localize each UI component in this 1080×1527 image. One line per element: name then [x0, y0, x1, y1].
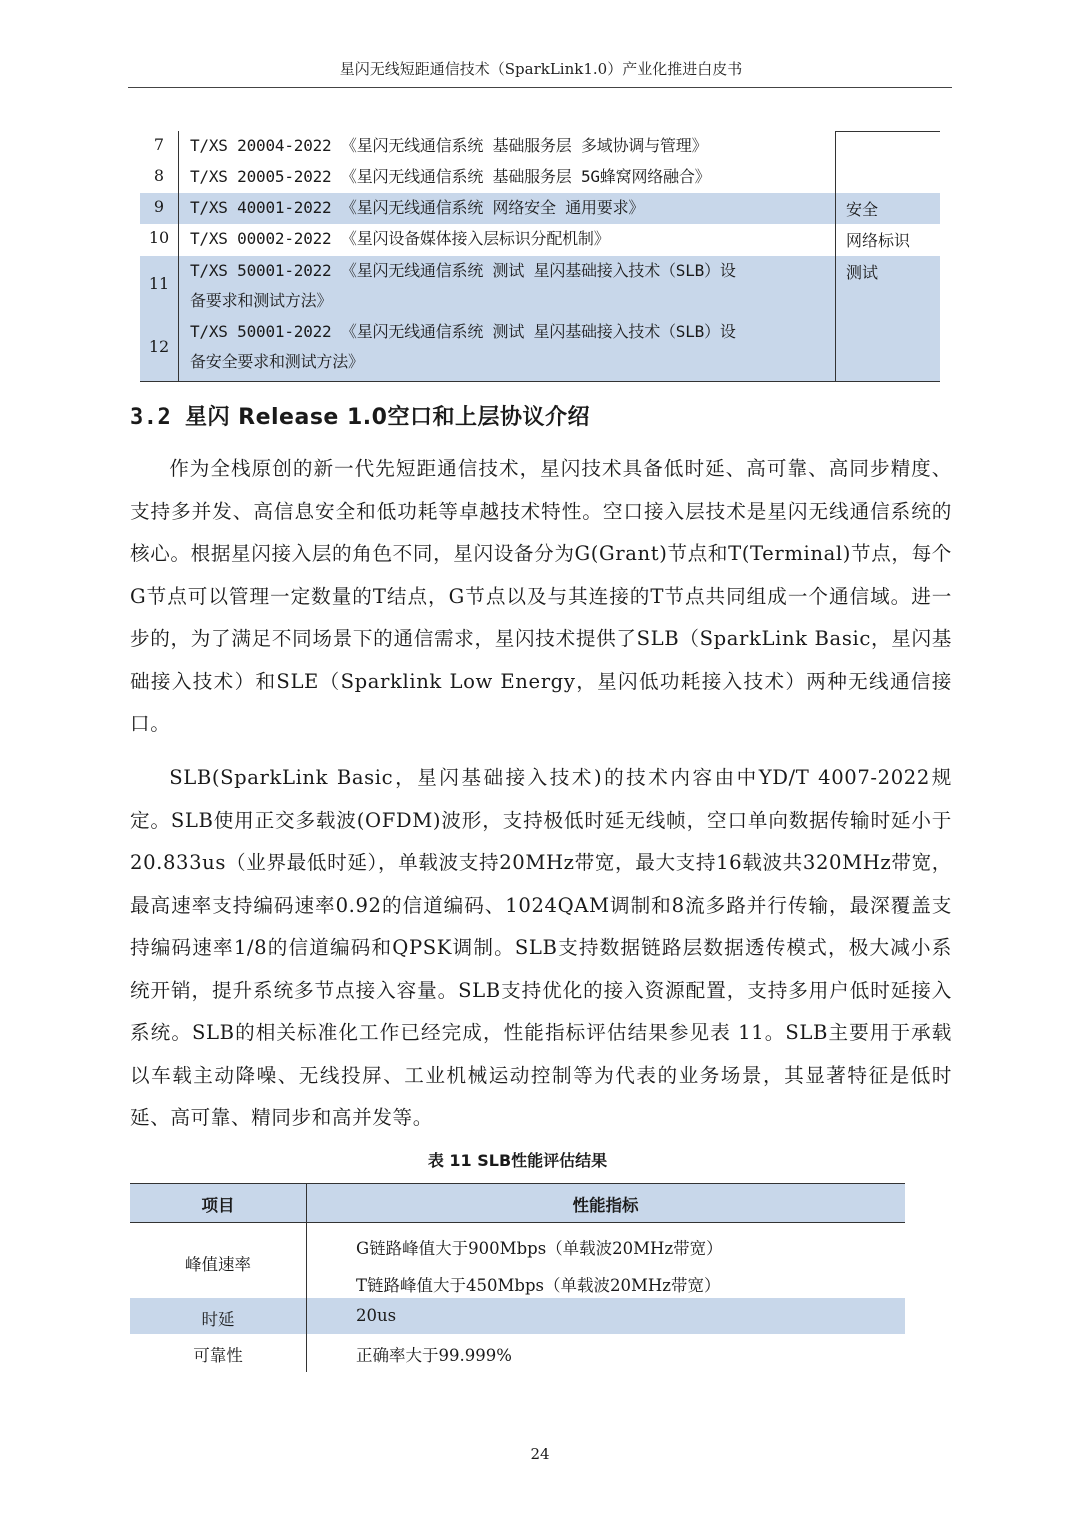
table-bottom-border	[140, 381, 940, 382]
body-paragraph: 作为全栈原创的新一代先短距通信技术，星闪技术具备低时延、高可靠、高同步精度、支持多并发、高信息安全和低功耗等卓越技术特性。空口接入层技术是星闪无线通信系统的核心。根据星闪接入层的角色不同，星闪设备分为G(Grant)节点和T(Terminal)节点，每个G节点可以管理一定数量的T结点，G节点以及与其连接的T节点共同组成一个通信域。进一步的，为了满足不同场景下的通信需求，星闪技术提供了SLB（SparkLink Basic，星闪基础接入技术）和SLE（Sparklink Low Energy，星闪低功耗接入技术）两种无线通信接口。	[130, 457, 952, 735]
cell-border	[835, 131, 940, 132]
column-divider	[835, 131, 836, 381]
body-paragraph: SLB(SparkLink Basic，星闪基础接入技术)的技术内容由中YD/T 4007-2022规定。SLB使用正交多载波(OFDM)波形，支持极低时延无线帧，空口单向数据传输时延小于20.833us（业界最低时延），单载波支持20MHz带宽，最大支持16载波共320MHz带宽，最高速率支持编码速率0.92的信道编码、1024QAM调制和8流多路并行传输，最深覆盖支持编码速率1/8的信道编码和QPSK调制。SLB支持数据链路层数据透传模式，极大减小系统开销，提升系统多节点接入容量。SLB支持优化的接入资源配置，支持多用户低时延接入系统。SLB的相关标准化工作已经完成，性能指标评估结果参见表 11。SLB主要用于承载以车载主动降噪、无线投屏、工业机械运动控制等为代表的业务场景，其显著特征是低时延、高可靠、精同步和高并发等。	[130, 766, 952, 1129]
table-row	[140, 317, 940, 381]
table-row	[130, 1223, 905, 1298]
row-item: 可靠性	[193, 1346, 243, 1365]
row-item: 时延	[201, 1310, 235, 1329]
table-row	[140, 224, 940, 256]
row-item: 峰值速率	[185, 1255, 251, 1274]
page-header: 星闪无线短距通信技术（SparkLink1.0）产业化推进白皮书	[339, 60, 743, 78]
standard-title-line-2: 备要求和测试方法》	[190, 291, 333, 310]
row-number: 11	[148, 274, 170, 293]
row-value: T链路峰值大于450Mbps（单载波20MHz带宽）	[356, 1276, 721, 1295]
column-divider	[306, 1183, 307, 1372]
row-number: 10	[148, 228, 170, 247]
page-number: 24	[530, 1445, 550, 1463]
standard-title: T/XS 00002-2022 《星闪设备媒体接入层标识分配机制》	[190, 229, 610, 248]
row-number: 12	[148, 337, 170, 356]
standard-category: 安全	[846, 200, 879, 219]
header-divider	[128, 87, 952, 88]
standard-category: 网络标识	[846, 231, 911, 250]
row-number: 7	[153, 135, 165, 154]
row-value: 正确率大于99.999%	[356, 1346, 512, 1365]
column-divider	[178, 131, 179, 381]
section-heading	[130, 400, 590, 431]
standard-title-line-1: T/XS 50001-2022 《星闪无线通信系统 测试 星闪基础接入技术（SLB）设	[190, 322, 736, 341]
table-row	[140, 256, 940, 317]
section-title: 星闪 Release 1.0空口和上层协议介绍	[185, 405, 590, 430]
table-row	[140, 193, 940, 224]
table-caption: 表 11 SLB性能评估结果	[427, 1151, 608, 1170]
standard-title-line-2: 备安全要求和测试方法》	[190, 352, 364, 371]
column-header-item: 项目	[201, 1196, 235, 1215]
standard-title: T/XS 20004-2022 《星闪无线通信系统 基础服务层 多域协调与管理》	[190, 136, 708, 155]
column-header-metric: 性能指标	[572, 1196, 639, 1215]
row-value: 20us	[356, 1306, 397, 1325]
row-number: 9	[153, 197, 165, 216]
table-row	[130, 1298, 905, 1334]
table-row	[140, 162, 940, 193]
table-header-row	[130, 1183, 905, 1223]
row-number: 8	[153, 166, 165, 185]
standard-title: T/XS 40001-2022 《星闪无线通信系统 网络安全 通用要求》	[190, 198, 645, 217]
standard-title-line-1: T/XS 50001-2022 《星闪无线通信系统 测试 星闪基础接入技术（SLB）设	[190, 261, 736, 280]
table-row	[130, 1334, 905, 1372]
standard-title: T/XS 20005-2022 《星闪无线通信系统 基础服务层 5G蜂窝网络融合》	[190, 167, 711, 186]
section-number: 3.2	[130, 405, 172, 430]
row-value: G链路峰值大于900Mbps（单载波20MHz带宽）	[356, 1239, 723, 1258]
standard-category: 测试	[846, 263, 879, 282]
table-row	[140, 131, 940, 162]
